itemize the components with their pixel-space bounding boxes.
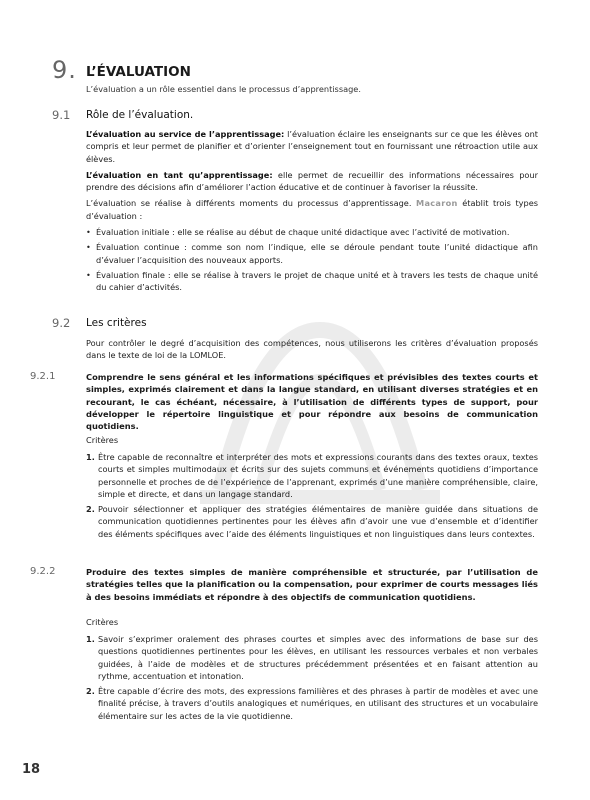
chapter-number: 9. [52, 56, 77, 84]
criteria-item [86, 451, 538, 500]
page-number: 18 [22, 762, 41, 777]
brand-logo: Macaron [416, 198, 458, 209]
section-title: Les critères [86, 317, 147, 329]
section-number: 9.1 [52, 108, 71, 122]
subsection-heading: Comprendre le sens général et les informations spécifiques et prévisibles des textes courts et simples, exprimés clairement et dans la langue standard, en utilisant diverses stratégies et en recourant, le cas échéant, nécessaire, à l’utilisation de différents types de support, pour développer le répertoire linguistique et pour répondre aux besoins de communication quotidiens. [86, 372, 538, 432]
paragraph-text: l’évaluation éclaire les enseignants sur ce que les élèves ont compris et leur permet de planifier et d’orienter l’enseignement tout en fournissant une rétroaction utile aux élèves. [86, 129, 538, 164]
section-intro: Pour contrôler le degré d’acquisition des compétences, nous utiliserons les critères d’évaluation proposés dans le texte de loi de la LOMLOE. [86, 338, 538, 361]
paragraph-text: L’évaluation se réalise à différents moments du processus d’apprentissage. [86, 198, 412, 209]
criteria-label: Critères [86, 435, 119, 445]
item-text: Pouvoir sélectionner et appliquer des stratégies élémentaires de manière guidée dans situations de communication quotidiennes pertinentes pour les élèves afin d’avoir une vue d’ensemble et d’identifier des éléments spécifiques avec l’aide des éléments linguistiques et non linguistiques dans leurs contextes. [98, 504, 538, 539]
item-number: 1. [86, 452, 95, 462]
evaluation-types-list [86, 226, 538, 293]
subsection-heading: Produire des textes simples de manière compréhensible et structurée, par l’utilisation de stratégies telles que la planification ou la compensation, pour exprimer de courts messages liés à des besoins immédiats et répondre à des objectifs de communication quotidiens. [86, 567, 538, 602]
paragraph [86, 128, 538, 165]
item-text: Être capable de reconnaître et interpréter des mots et expressions courants dans des textes oraux, textes courts et simples multimodaux et écrits sur des sujets communs et événements quotidiens d’importance personnelle et proches de de l’expérience de l’apprenant, exprimés d’une manière compréhensible, claire, simple et directe, et dans un langage standard. [98, 452, 538, 499]
item-text: Être capable d’écrire des mots, des expressions familières et des phrases à partir de modèles et avec une finalité précise, à travers d’outils analogiques et numériques, en utilisant des structures et un vocabulaire élémentaire sur les actes de la vie quotidienne. [98, 686, 538, 721]
list-item: • Évaluation finale : elle se réalise à travers le projet de chaque unité et à travers les tests de chaque unité du cahier d’activités. [86, 269, 538, 294]
paragraph-lead: L’évaluation en tant qu’apprentissage: [86, 169, 273, 180]
section-body [86, 128, 538, 297]
criteria-item [86, 503, 538, 540]
criteria-list [86, 633, 538, 725]
paragraph-text: établit trois types d’évaluation : [86, 198, 539, 221]
paragraph [86, 169, 538, 194]
item-number: 1. [86, 634, 95, 644]
paragraph-lead: L’évaluation au service de l’apprentissage: [86, 129, 285, 139]
criteria-list [86, 451, 538, 543]
subsection-number: 9.2.2 [30, 566, 56, 577]
item-number: 2. [86, 686, 95, 697]
item-number: 2. [86, 504, 95, 515]
list-item: • Évaluation initiale : elle se réalise au début de chaque unité didactique avec l’activité de motivation. [86, 226, 538, 238]
section-title: Rôle de l’évaluation. [86, 109, 194, 121]
paragraph [86, 197, 538, 222]
criteria-item [86, 633, 538, 682]
section-number: 9.2 [52, 316, 71, 330]
list-item: • Évaluation continue : comme son nom l’indique, elle se déroule pendant toute l’unité didactique afin d’évaluer l’acquisition des nouveaux apports. [86, 241, 538, 266]
criteria-label: Critères [86, 617, 119, 627]
subsection-number: 9.2.1 [30, 371, 56, 382]
paragraph-text: elle permet de recueillir des informations nécessaires pour prendre des décisions afin d’améliorer l’action éducative et de continuer à favoriser la réussite. [86, 169, 538, 193]
criteria-item [86, 685, 538, 722]
chapter-intro: L’évaluation a un rôle essentiel dans le processus d’apprentissage. [86, 84, 361, 94]
item-text: Savoir s’exprimer oralement des phrases courtes et simples avec des informations de base sur des questions quotidiennes pertinentes pour les élèves, en utilisant les ressources verbales et non verbales guidées, à l’aide de modèles et de structures précédemment présentées et en faisant attention au rythme, accentuation et intonation. [98, 634, 538, 681]
chapter-title: L’ÉVALUATION [86, 64, 191, 80]
